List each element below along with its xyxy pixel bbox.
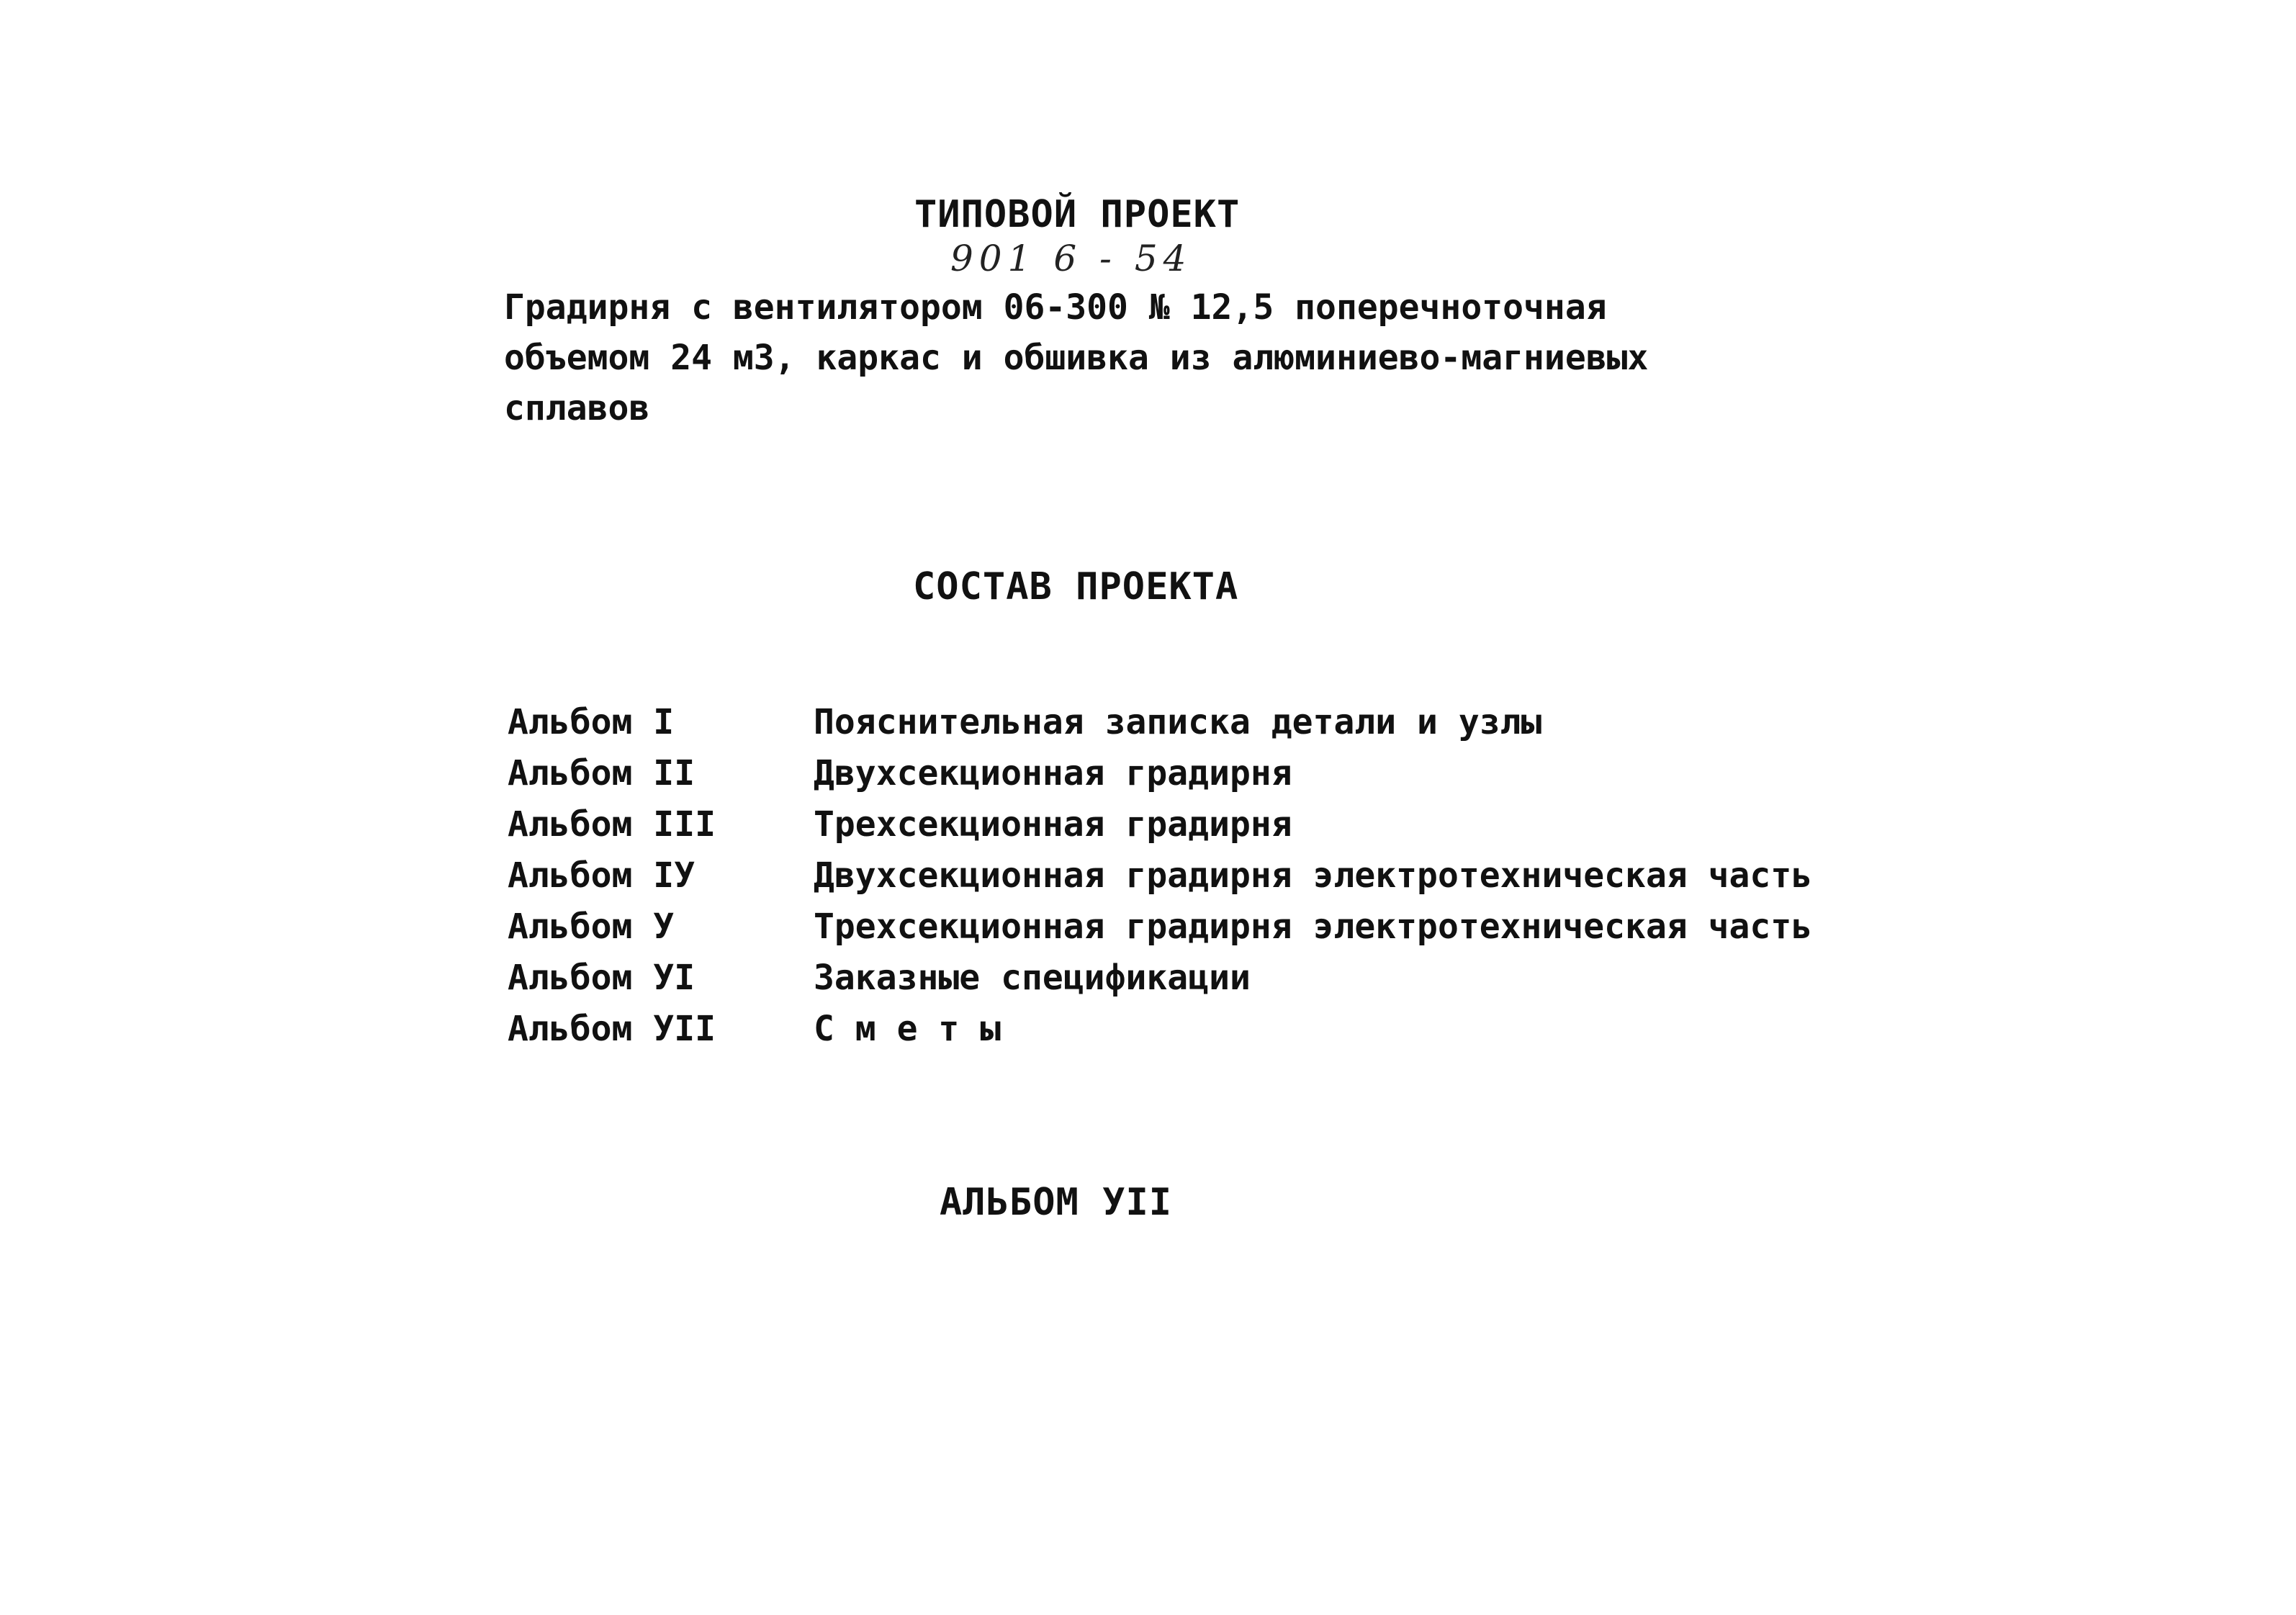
album-description: Трехсекционная градирня [814,804,1292,845]
album-number: Альбом IУ [508,855,695,896]
album-description: Двухсекционная градирня электротехническая часть [814,855,1813,896]
project-description [504,282,1872,433]
album-description: С м е т ы [814,1009,1001,1049]
album-row [508,702,1812,753]
album-number: Альбом I [508,702,675,742]
album-description: Пояснительная записка детали и узлы [814,702,1542,742]
album-number: Альбом У [508,907,675,947]
album-row [508,907,1812,958]
description-line: сплавов [504,388,650,428]
album-description: Двухсекционная градирня [814,753,1292,793]
album-row [508,1009,1812,1060]
album-list [508,702,1812,1060]
album-number: Альбом УII [508,1009,716,1049]
album-number: Альбом III [508,804,716,845]
handwritten-project-number: 901 6 - 54 [950,238,1192,279]
album-row [508,804,1812,855]
document-title: ТИПОВОЙ ПРОЕКТ [914,193,1241,236]
album-row [508,753,1812,804]
album-row [508,855,1812,907]
album-number: Альбом УI [508,958,695,998]
album-description: Заказные спецификации [814,958,1251,998]
description-line: объемом 24 м3, каркас и обшивка из алюминиево-магниевых [504,338,1649,378]
description-line: Градирня с вентилятором 06-300 № 12,5 поперечноточная [504,287,1607,328]
album-row [508,958,1812,1009]
album-number: Альбом II [508,753,695,793]
album-heading: АЛЬБОМ УII [940,1181,1173,1224]
album-description: Трехсекционная градирня электротехническая часть [814,907,1813,947]
composition-title: СОСТАВ ПРОЕКТА [913,565,1239,608]
